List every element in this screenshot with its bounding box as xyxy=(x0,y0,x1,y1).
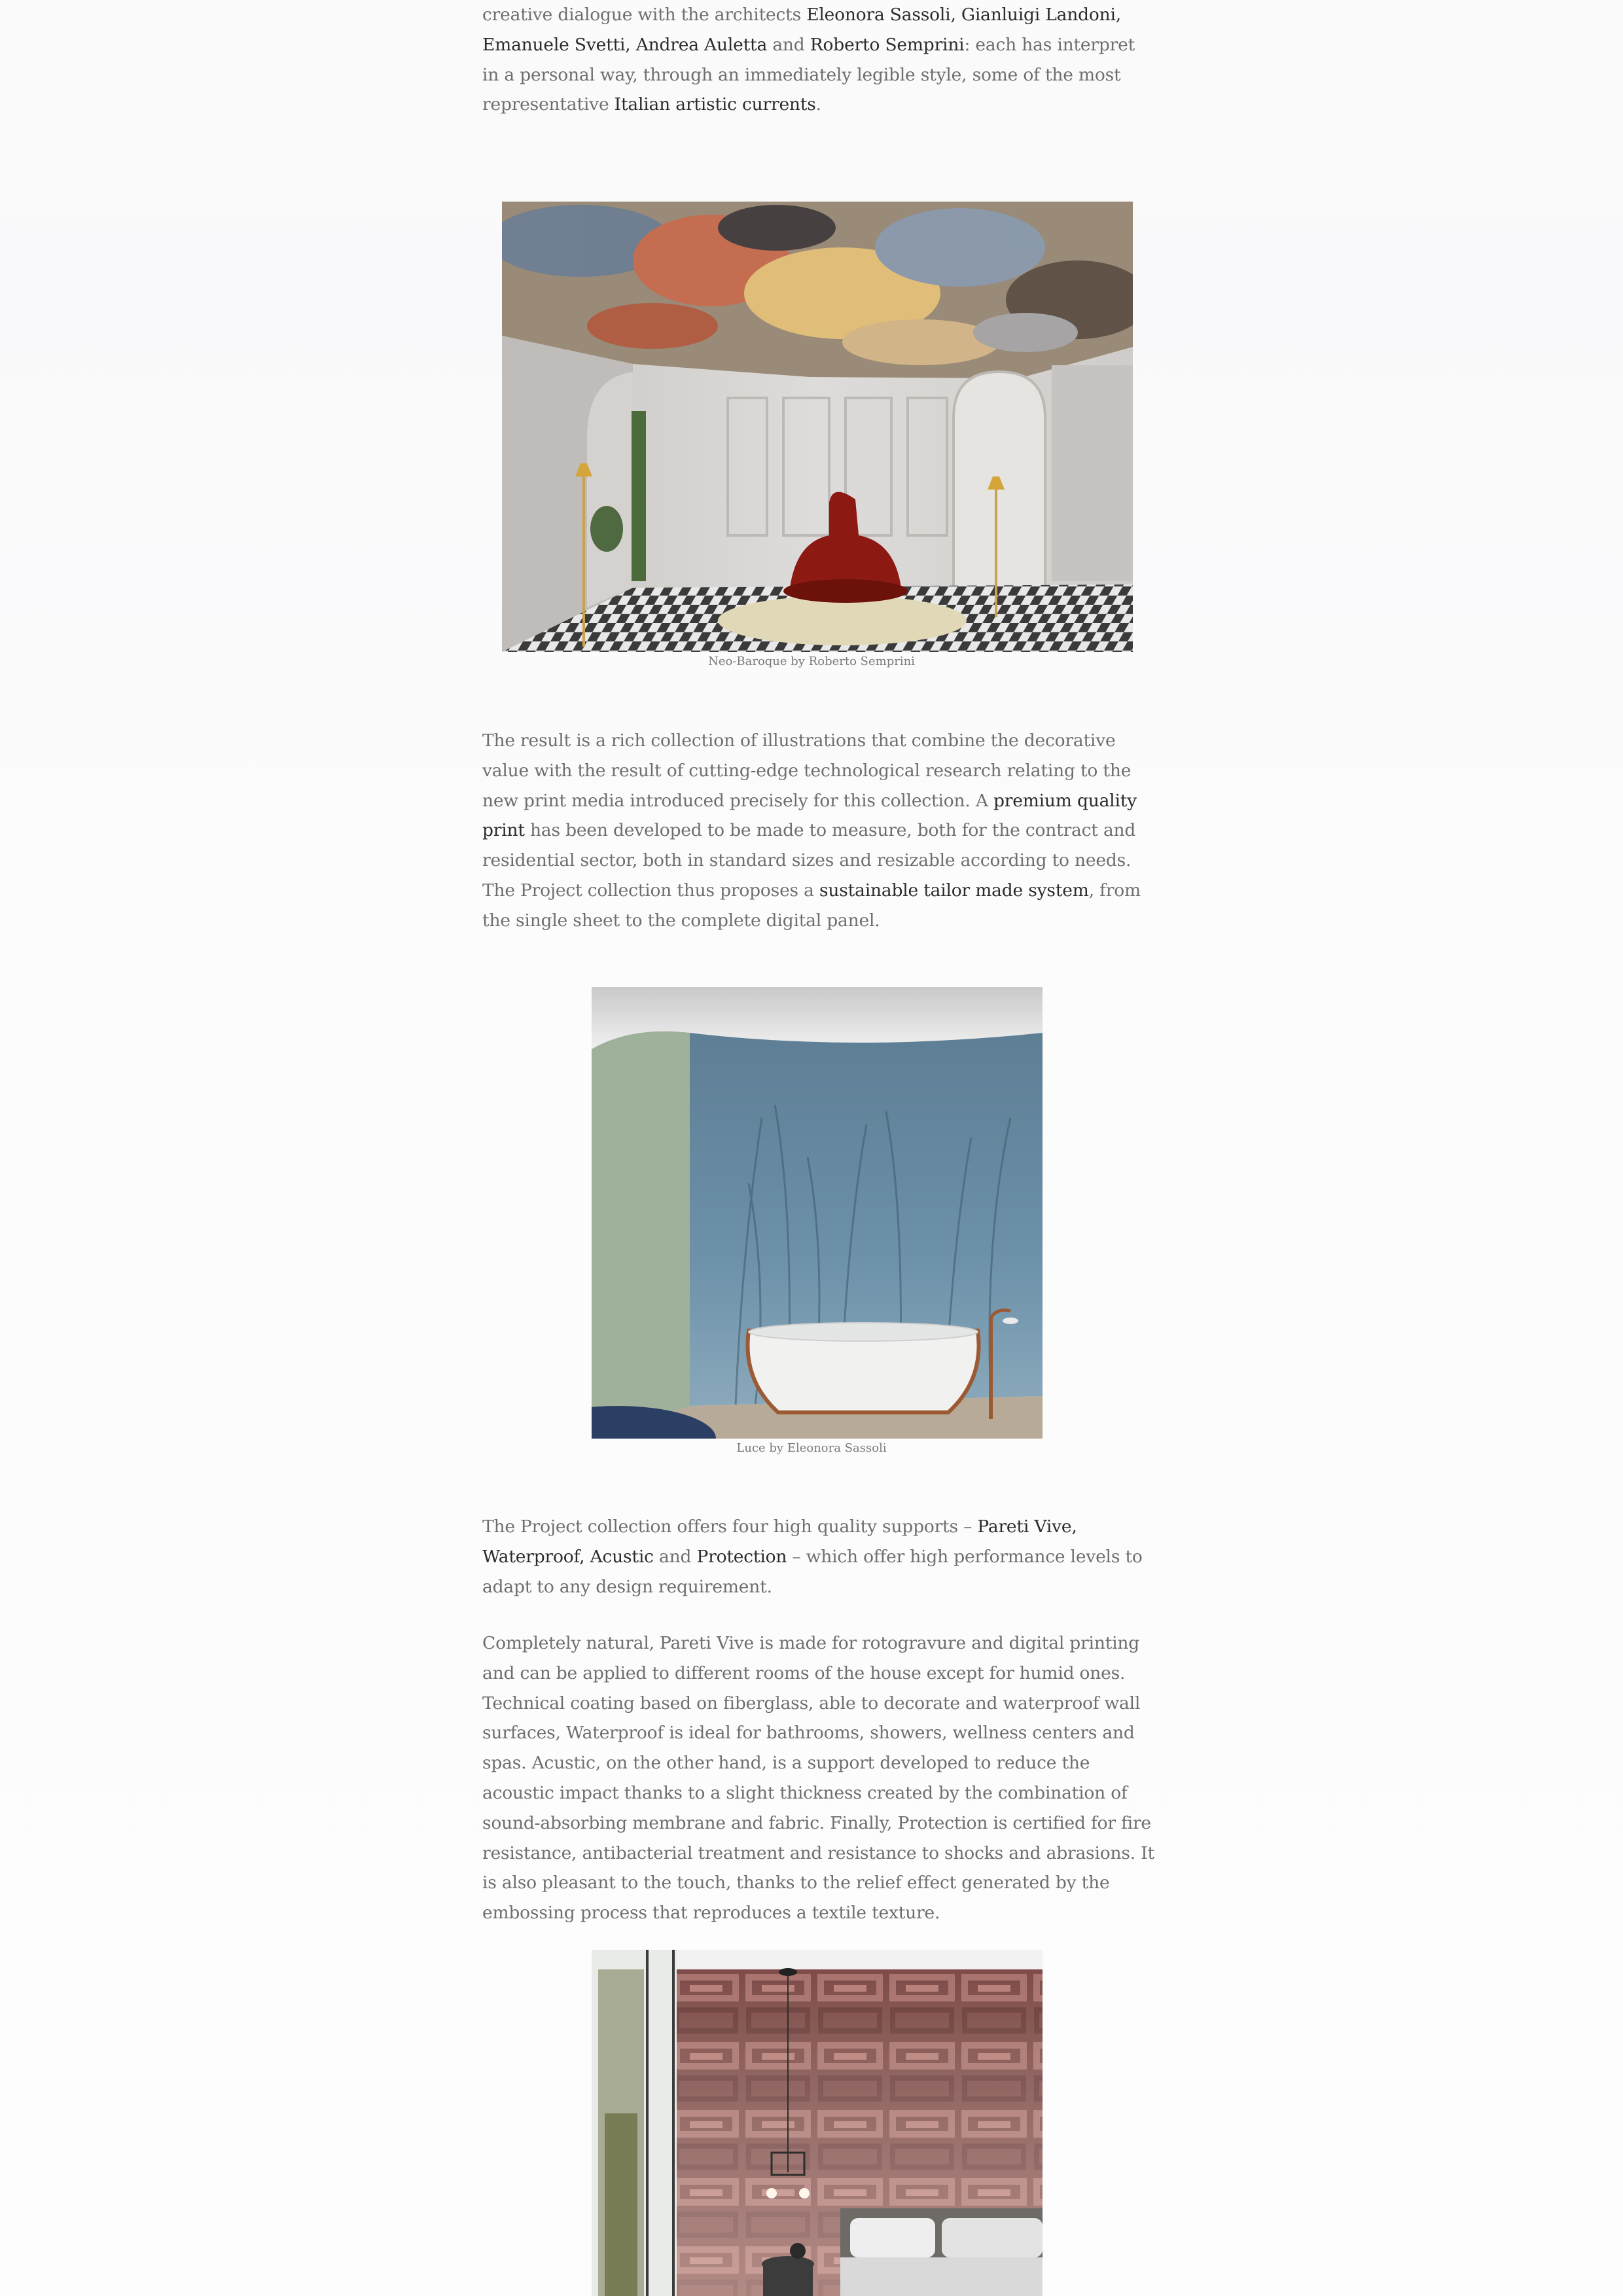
luce-image xyxy=(592,987,1043,1439)
intro-paragraph: creative dialogue with the architects Eleonora Sassoli, Gianluigi Landoni, Emanuele Svetti, Andrea Auletta and Roberto Semprini: each has interpret in a personal way, through an immediately legible style, some of the most representative Italian artistic currents. xyxy=(482,5,1135,115)
architect-semprini: Roberto Semprini xyxy=(810,34,965,55)
supports-paragraph: The Project collection offers four high quality supports – Pareti Vive, Waterproof, Acustic and Protection – which offer high performance levels to adapt to any design requirement. xyxy=(482,1516,1143,1597)
neo-baroque-image xyxy=(502,202,1133,652)
sustainable-system: sustainable tailor made system xyxy=(819,880,1089,901)
details-paragraph: Completely natural, Pareti Vive is made for rotogravure and digital printing and can be applied to different rooms of the house except for humid ones. Technical coating based on fiberglass, able to decorate and waterproof wall surfaces, Waterproof is ideal for bathrooms, showers, wellness centers and spas. Acustic, on the other hand, is a support developed to reduce the acoustic impact thanks to a slight thickness created by the combination of sound-absorbing membrane and fabric. Finally, Protection is certified for fire resistance, antibacterial treatment and resistance to shocks and abrasions. It is also pleasant to the touch, thanks to the relief effect generated by the embossing process that reproduces a textile texture. xyxy=(482,1633,1154,1924)
neo-baroque-caption: Neo-Baroque by Roberto Semprini xyxy=(708,655,915,668)
architects-names: Eleonora Sassoli, Gianluigi Landoni, Emanuele Svetti, Andrea Auletta xyxy=(482,5,1122,55)
bedroom-image xyxy=(592,1950,1043,2296)
luce-caption: Luce by Eleonora Sassoli xyxy=(736,1441,887,1455)
italian-artistic-currents: Italian artistic currents xyxy=(614,94,816,115)
support-protection: Protection xyxy=(696,1546,787,1567)
result-paragraph: The result is a rich collection of illustrations that combine the decorative value with the result of cutting-edge technological research relating to the new print media introduced precisely for this collection. A premium quality print has been developed to be made to measure, both for the contract and residential sector, both in standard sizes and resizable according to needs. The Project collection thus proposes a sustainable tailor made system, from the single sheet to the complete digital panel. xyxy=(482,730,1141,931)
supports-names: Pareti Vive, Waterproof, Acustic xyxy=(482,1516,1077,1567)
premium-quality-print: premium quality print xyxy=(482,790,1137,841)
